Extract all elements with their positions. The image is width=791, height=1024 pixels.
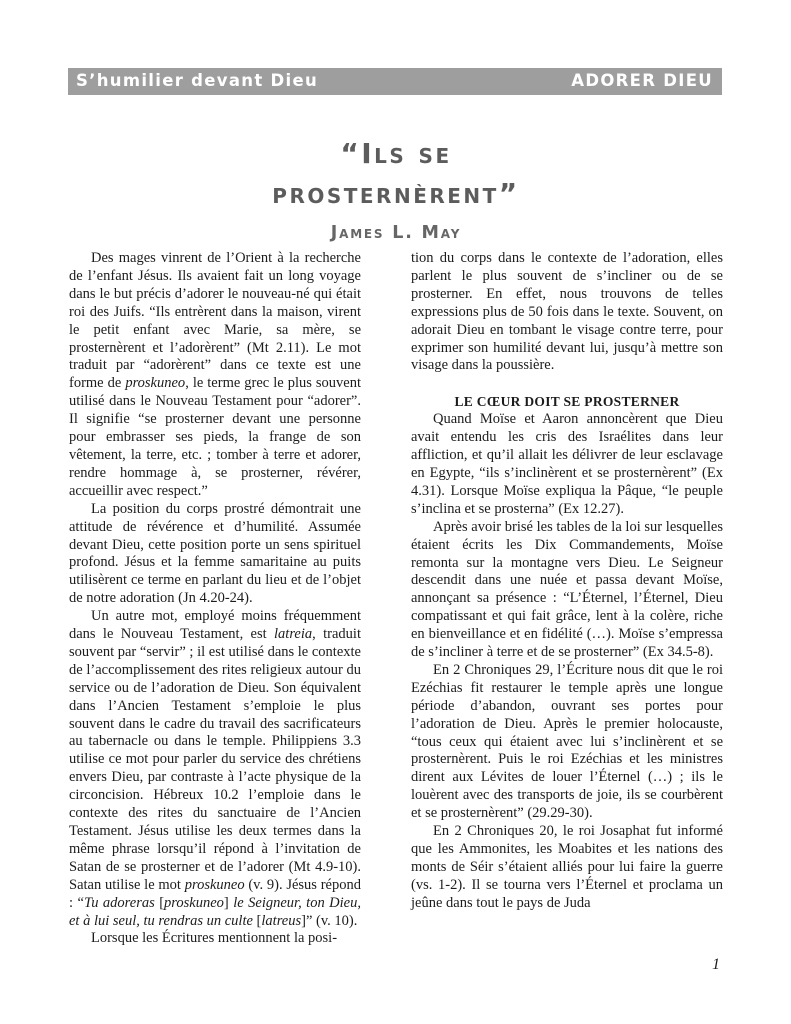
paragraph: En 2 Chroniques 29, l’Écriture nous dit que le roi Ezéchias fit restaurer le temple après une longue période d’abandon, ouvrant ses portes pour l’adoration de Dieu. Après le premier holocauste, “tous ceux qui étaient avec lui s’inclinèrent et se prosternèrent. Puis le roi Ezéchias et les ministres dirent aux Lévites de louer l’Éternel (…) ; ils le louèrent avec des transports de joie, ils se courbèrent et se prosternèrent” (29.29-30). <box>411 661 723 822</box>
article-title-line-2: prosternèrent” <box>272 177 520 210</box>
page-number: 1 <box>712 956 720 973</box>
paragraph: tion du corps dans le contexte de l’adoration, elles parlent le plus souvent de s’incliner ou de se prosterner. En effet, nous trouvons de telles expressions plus de 50 fois dans le texte. Souvent, on adorait Dieu en tombant le visage contre terre, pour exprimer son humilité devant lui, jusqu’à mettre son visage dans la poussière. <box>411 250 723 374</box>
article-title-line-1: “Ils se <box>340 137 452 170</box>
paragraph: La position du corps prostré démontrait une attitude de révérence et d’humilité. Assumée devant Dieu, cette position porte un sens spirituel profond. Jésus et la femme samaritaine au puits utilisèrent ce terme en parlant du lieu et de l’objet de notre adoration (Jn 4.20-24). <box>69 500 361 607</box>
section-header-bar <box>68 68 722 95</box>
paragraph: Quand Moïse et Aaron annoncèrent que Dieu avait entendu les cris des Israélites dans leur affliction, et qu’il allait les délivrer de leur esclavage en Egypte, “ils s’inclinèrent et se prosternèrent” (Ex 4.31). Lorsque Moïse expliqua la Pâque, “le peuple s’inclina et se prosterna” (Ex 12.27). <box>411 411 723 517</box>
article-author: James L. May <box>330 223 462 243</box>
category-label: ADORER DIEU <box>571 71 713 90</box>
article-title <box>120 134 672 214</box>
left-column <box>69 250 361 948</box>
paragraph: Des mages vinrent de l’Orient à la recherche de l’enfant Jésus. Ils avaient fait un long voyage dans le but précis d’adorer le nouveau-né qui était roi des Juifs. “Ils entrèrent dans la maison, virent le petit enfant avec Marie, sa mère, se prosternèrent et l’adorèrent” (Mt 2.11). Le mot traduit par “adorèrent” dans ce texte est une forme de proskuneo, le terme grec le plus souvent utilisé dans le Nouveau Testament pour “adorer”. Il signifie “se prosterner devant une personne pour embrasser ses pieds, la frange de son vêtement, la terre, etc. ; tomber à terre et adorer, rendre hommage à, se prosterner, révérer, accueillir avec respect.” <box>69 250 361 499</box>
paragraph: Un autre mot, employé moins fréquemment dans le Nouveau Testament, est latreia, traduit souvent par “servir” ; il est utilisé dans le contexte de l’accomplissement des rites religieux autour du service ou de l’adoration de Dieu. Son équivalent dans l’Ancien Testament s’emploie le plus souvent dans le cadre du travail des sacrificateurs au tabernacle ou dans le temple. Philippiens 3.3 utilise ce mot pour parler du service des chrétiens envers Dieu, par contraste à l’acte physique de la circoncision. Hébreux 10.2 l’emploie dans le contexte des rites du sanctuaire de l’Ancien Testament. Jésus utilise les deux termes dans la même phrase lorsqu’il répond à l’invitation de Satan de se prosterner et de l’adorer (Mt 4.9-10). Satan utilise le mot proskuneo (v. 9). Jésus répond : “Tu adoreras [proskuneo] le Seigneur, ton Dieu, et à lui seul, tu rendras un culte [latreus]” (v. 10). <box>69 608 361 929</box>
section-title: S’humilier devant Dieu <box>76 71 319 90</box>
paragraph: Lorsque les Écritures mentionnent la posi- <box>91 930 338 947</box>
paragraph: Après avoir brisé les tables de la loi sur lesquelles étaient écrits les Dix Commandements, Moïse remonta sur la montagne vers Dieu. Le Seigneur descendit dans une nuée et passa devant Moïse, annonçant sa présence : “L’Éternel, l’Éternel, Dieu compatissant et qui fait grâce, lent à la colère, riche en bienveillance et en fidélité (…). Moïse s’empressa de s’incliner à terre et de se prosterner” (Ex 34.5-8). <box>411 518 723 661</box>
section-heading: LE CŒUR DOIT SE PROSTERNER <box>454 394 680 410</box>
paragraph: En 2 Chroniques 20, le roi Josaphat fut informé que les Ammonites, les Moabites et les nations des monts de Séir s’étaient alliés pour lui faire la guerre (vs. 1-2). Il se tourna vers l’Éternel et proclama un jeûne dans tout le pays de Juda <box>411 823 723 911</box>
right-column <box>411 250 723 913</box>
